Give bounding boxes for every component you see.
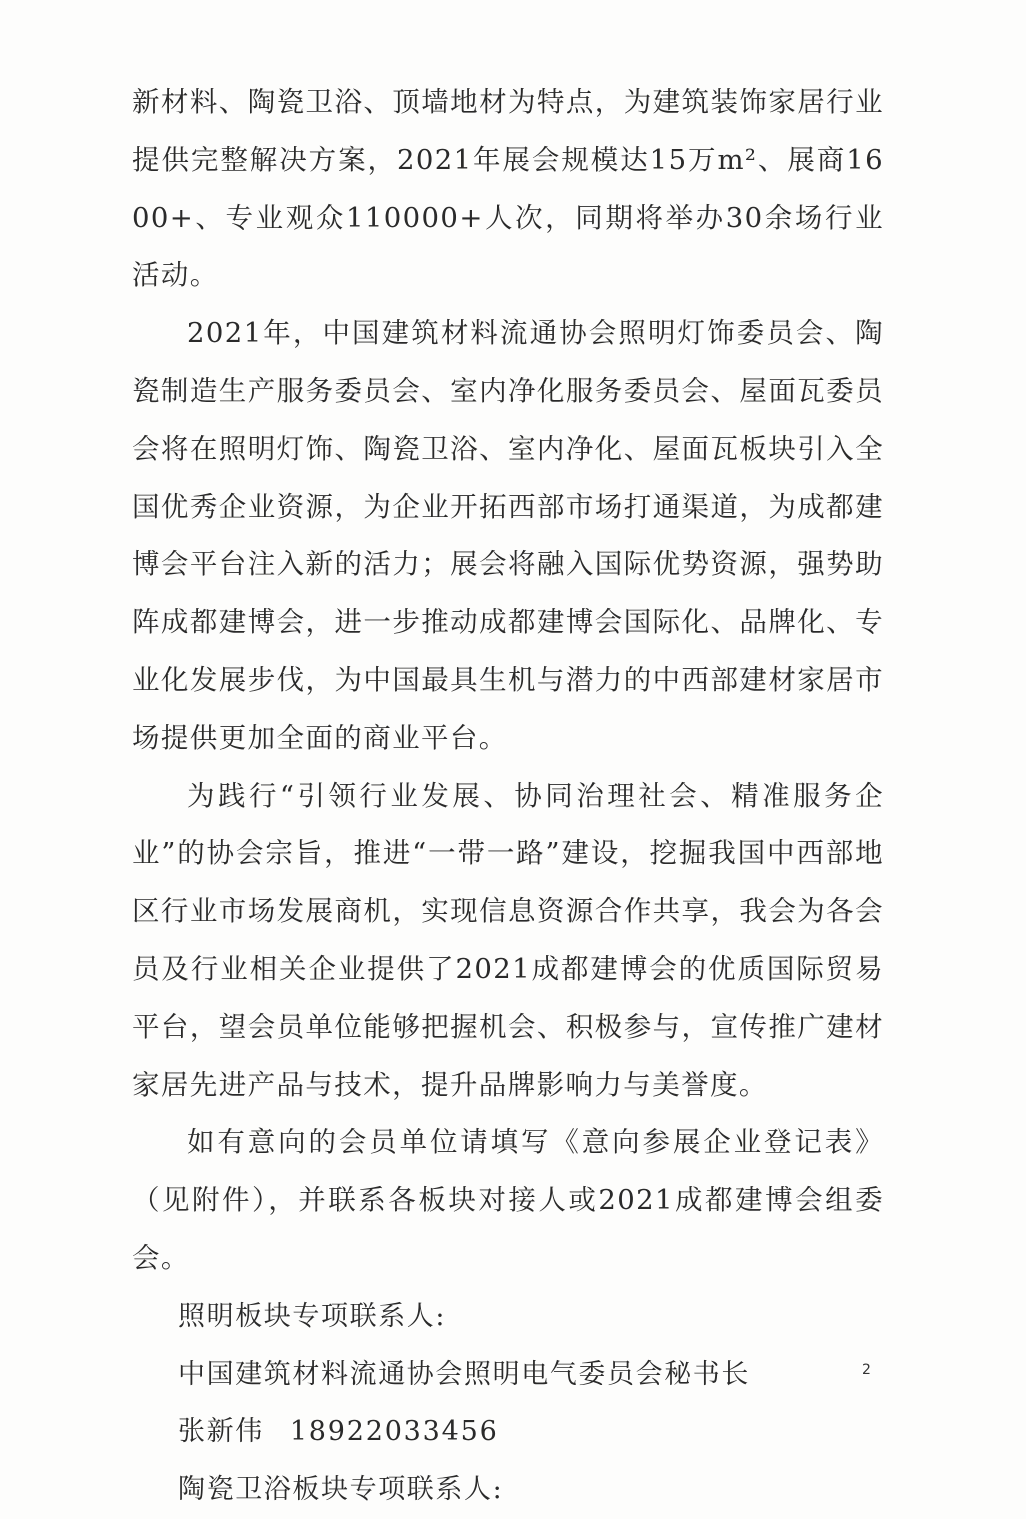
lighting-contact-person	[132, 1403, 884, 1461]
document-body	[132, 74, 884, 1519]
ceramics-contact-heading: 陶瓷卫浴板块专项联系人:	[178, 1474, 504, 1506]
paragraph-association-purpose: 为践行“引领行业发展、协同治理社会、精准服务企业”的协会宗旨，推进“一带一路”建设，挖掘我国中西部地区行业市场发展商机，实现信息资源合作共享，我会为各会员及行业相关企业提供了2021成都建博会的优质国际贸易平台，望会员单位能够把握机会、积极参与，宣传推广建材家居先进产品与技术，提升品牌影响力与美誉度。	[132, 779, 884, 1101]
paragraph-registration-notice: 如有意向的会员单位请填写《意向参展企业登记表》（见附件），并联系各板块对接人或2021成都建博会组委会。	[132, 1126, 884, 1274]
paragraph-exhibition-overview: 新材料、陶瓷卫浴、顶墙地材为特点，为建筑装饰家居行业提供完整解决方案，2021年展会规模达15万m²、展商1600+、专业观众110000+人次，同期将举办30余场行业活动。	[132, 86, 884, 292]
lighting-contact-name: 张新伟	[178, 1416, 264, 1448]
lighting-contact-organization: 中国建筑材料流通协会照明电气委员会秘书长	[178, 1358, 750, 1390]
page-number: 2	[862, 1362, 871, 1378]
paragraph-committees: 2021年，中国建筑材料流通协会照明灯饰委员会、陶瓷制造生产服务委员会、室内净化服务委员会、屋面瓦委员会将在照明灯饰、陶瓷卫浴、室内净化、屋面瓦板块引入全国优秀企业资源，为企业开拓西部市场打通渠道，为成都建博会平台注入新的活力；展会将融入国际优势资源，强势助阵成都建博会，进一步推动成都建博会国际化、品牌化、专业化发展步伐，为中国最具生机与潜力的中西部建材家居市场提供更加全面的商业平台。	[132, 317, 884, 754]
lighting-contact-phone: 18922033456	[289, 1416, 499, 1448]
lighting-contact-heading: 照明板块专项联系人:	[178, 1300, 447, 1332]
